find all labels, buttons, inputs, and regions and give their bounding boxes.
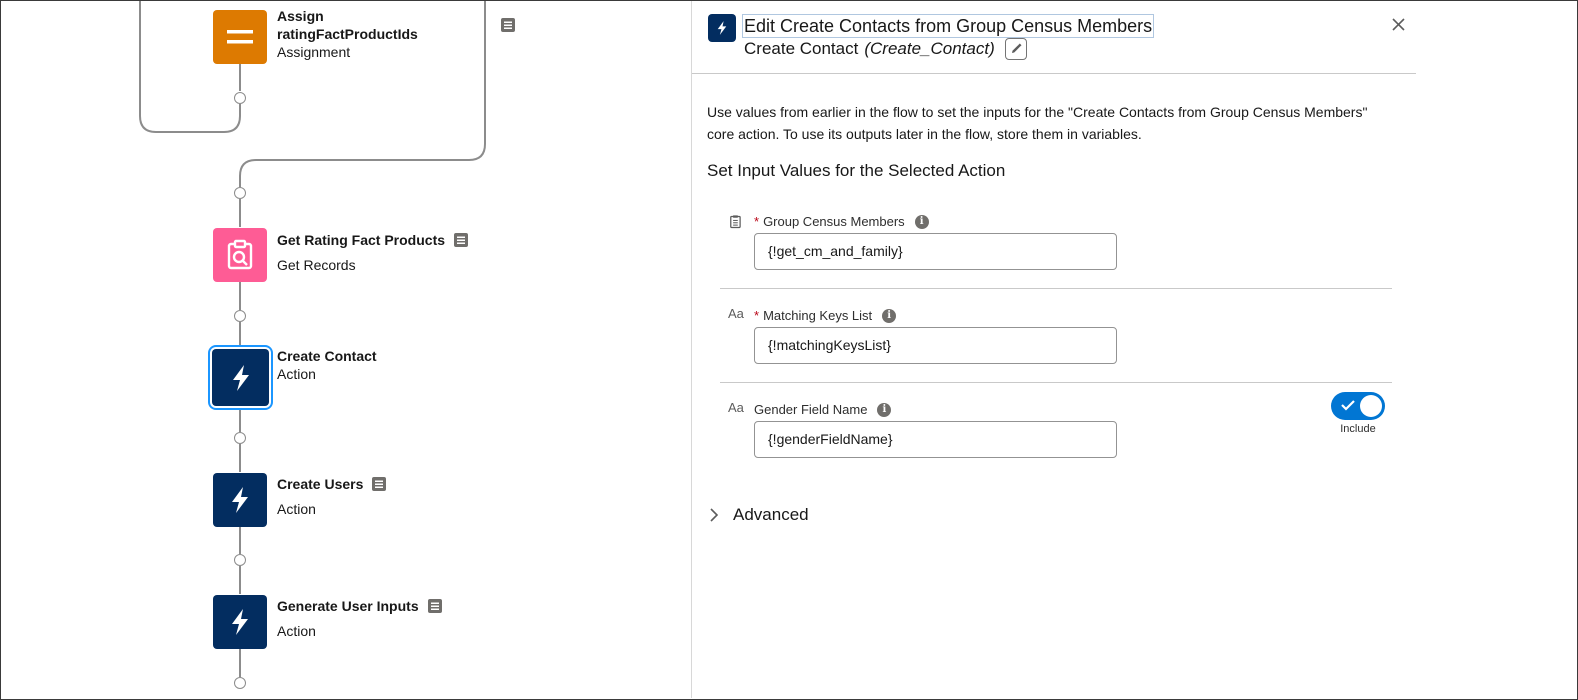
include-toggle-wrap [1328,392,1388,435]
group-census-members-input[interactable]: {!get_cm_and_family} [754,233,1117,270]
connector-node[interactable] [234,432,246,444]
element-generate-inputs-text [277,597,443,640]
input-field-row [720,213,1392,289]
connector-node[interactable] [234,187,246,199]
matching-keys-list-input[interactable]: {!matchingKeysList} [754,327,1117,364]
include-label: Include [1340,423,1376,435]
field-label-text: Group Census Members [763,214,905,229]
element-type: Get Records [277,257,356,273]
info-icon[interactable]: i [915,215,929,229]
api-name: (Create_Contact) [864,39,995,58]
assignment-icon[interactable] [213,10,267,64]
close-button[interactable] [1389,15,1407,33]
advanced-section-toggle[interactable] [709,504,809,526]
connector-node[interactable] [234,310,246,322]
element-title[interactable]: Assign [277,8,324,24]
element-type: Assignment [277,44,351,60]
element-create-users-text [277,475,387,518]
element-type: Action [277,366,316,382]
element-title[interactable] [277,597,443,615]
description-icon[interactable] [371,476,387,492]
element-title[interactable] [277,231,469,249]
include-toggle[interactable] [1331,392,1385,420]
edit-element-button[interactable] [1005,38,1027,60]
element-label: Create Contact [744,39,859,58]
element-type: Action [277,623,316,639]
panel-header [692,1,1416,74]
action-bolt-icon[interactable] [212,349,269,406]
advanced-label: Advanced [733,505,809,524]
collection-icon [730,214,744,230]
action-bolt-icon[interactable] [213,595,267,649]
field-label [754,401,891,419]
action-bolt-icon [708,14,736,42]
flow-canvas[interactable] [1,1,691,698]
connector-node[interactable] [234,677,246,689]
get-records-icon[interactable] [213,228,267,282]
gender-field-name-input[interactable]: {!genderFieldName} [754,421,1117,458]
close-icon [1392,18,1405,31]
input-field-row [720,307,1392,383]
element-title-label[interactable]: Get Rating Fact Products [277,232,446,248]
info-icon[interactable]: i [877,403,891,417]
description-icon[interactable] [453,232,469,248]
description-icon[interactable] [427,598,443,614]
element-title[interactable]: Create Contact [277,348,377,364]
field-label [754,307,896,325]
required-indicator: * [754,214,760,229]
field-label [754,213,929,231]
connector-node[interactable] [234,554,246,566]
action-bolt-icon[interactable] [213,473,267,527]
panel-description: Use values from earlier in the flow to set the inputs for the "Create Contacts from Group Census Members" core action. To use its outputs later in the flow, store them in variables. [707,104,1368,142]
input-field-row [720,401,1392,471]
properties-panel [691,1,1416,698]
element-title-label[interactable]: Create Users [277,476,364,492]
pencil-icon [1010,43,1022,55]
section-title: Set Input Values for the Selected Action [707,161,1006,180]
panel-title: Edit Create Contacts from Group Census Members [744,16,1153,36]
element-get-text [277,231,469,274]
required-indicator: * [754,308,760,323]
connector-node[interactable] [234,92,246,104]
element-title-label[interactable]: Generate User Inputs [277,598,419,614]
toggle-knob [1360,395,1382,417]
element-title[interactable] [277,475,387,493]
info-icon[interactable]: i [882,309,896,323]
element-assign-text [277,7,418,61]
element-title-cont[interactable]: ratingFactProductIds [277,26,418,42]
field-label-text: Gender Field Name [754,402,868,417]
text-type-icon: Aa [728,400,744,415]
element-create-contact-text [277,347,377,383]
element-type: Action [277,501,316,517]
check-icon [1340,398,1356,412]
panel-subtitle [744,38,1027,60]
description-icon[interactable] [500,17,516,33]
field-label-text: Matching Keys List [763,308,873,323]
chevron-right-icon [709,507,719,523]
text-type-icon: Aa [728,306,744,321]
